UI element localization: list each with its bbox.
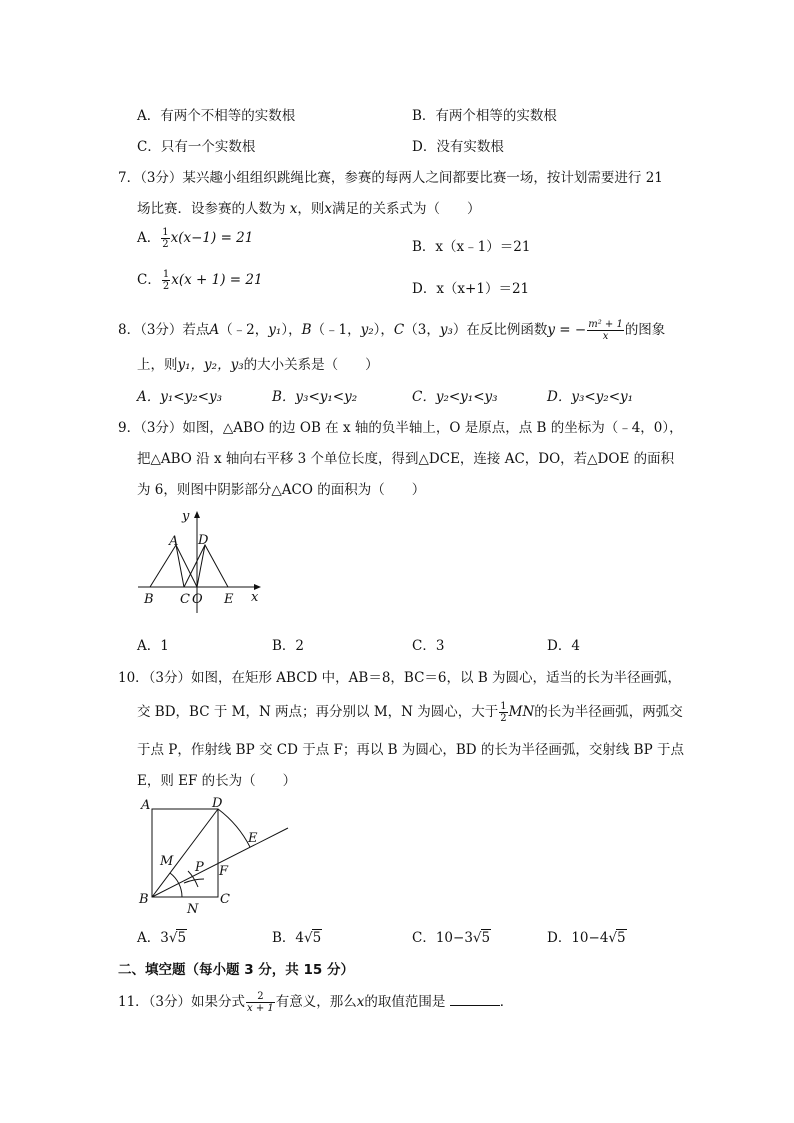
q8-text: 8．（3分）若点	[118, 322, 210, 338]
fraction-half	[161, 227, 169, 250]
sqrt-symbol: √	[472, 930, 482, 946]
q8-option-d: D．y₃<y₂<y₁	[547, 389, 634, 405]
frac-den: x + 1	[247, 1003, 274, 1014]
sqrt-symbol: √	[608, 930, 618, 946]
q8-stem-line1	[118, 318, 665, 342]
frac-den: 2	[162, 281, 170, 292]
label-e: E	[248, 831, 258, 846]
q7-option-b: B．x（x﹣1）＝21	[412, 239, 531, 255]
option-label: C．10−3	[412, 930, 473, 946]
q9-figure	[130, 505, 270, 620]
var-y1: y₁	[268, 322, 282, 338]
q10-figure	[132, 795, 297, 915]
label-e: E	[224, 592, 234, 607]
q10-mn: MN	[508, 704, 535, 720]
q10-stem-line2	[137, 700, 683, 724]
q8-text: ），	[281, 322, 302, 338]
q9-stem-line3: 为 6，则图中阴影部分△ACO 的面积为（ ）	[137, 482, 426, 498]
q8-option-c: C．y₂<y₁<y₃	[412, 389, 498, 405]
sqrt-symbol: √	[304, 930, 313, 946]
q10-text: 的长为半径画弧，两弧交	[534, 704, 683, 720]
label-b: B	[144, 592, 154, 607]
q8-text: （﹣1，	[311, 322, 361, 338]
q7-var: x	[289, 201, 298, 217]
q10-stem-line4: E，则 EF 的长为（ ）	[137, 773, 297, 789]
q9-option-d: D．4	[547, 638, 580, 654]
radicand: 5	[177, 930, 187, 946]
frac-den: 2	[500, 713, 507, 724]
radicand: 5	[617, 930, 626, 946]
q8-text: （﹣2，	[219, 322, 269, 338]
option-label: D．10−4	[547, 930, 609, 946]
var-list: y₁，y₂，y₃	[177, 357, 244, 373]
sqrt-symbol: √	[168, 930, 178, 946]
q7-option-a	[137, 226, 253, 250]
arc-de	[218, 809, 250, 847]
frac-num: 2	[246, 991, 275, 1003]
q11-end: ．	[499, 994, 514, 1010]
segment-ac	[176, 545, 184, 587]
q7-text: 满足的关系式为（ ）	[332, 201, 481, 217]
point-label: A	[209, 322, 220, 338]
point-label: B	[301, 322, 312, 338]
q7-option-d: D．x（x+1）＝21	[412, 281, 530, 297]
q8-text: 的图象	[624, 322, 666, 338]
fraction-half	[499, 701, 507, 724]
label-a: A	[169, 534, 179, 549]
q11-text: 的取值范围是	[364, 994, 446, 1010]
q6-option-c: C．只有一个实数根	[137, 139, 256, 155]
section-title: 二、填空题（每小题 3 分，共 15 分）	[118, 962, 354, 978]
option-label: B．4	[272, 930, 305, 946]
answer-blank[interactable]	[450, 995, 500, 1006]
expression: x(x−1) = 21	[170, 230, 254, 246]
q9-option-b: B．2	[272, 638, 305, 654]
radicand: 5	[481, 930, 491, 946]
diagonal-bd	[152, 809, 218, 897]
q11-var: x	[356, 994, 365, 1010]
function-lhs: y = −	[547, 322, 587, 338]
frac-den: 2	[162, 239, 169, 250]
q9-option-a: A．1	[137, 638, 169, 654]
q7-var: x	[324, 201, 333, 217]
fraction-half	[162, 269, 170, 292]
q8-stem-line2	[137, 353, 379, 373]
q8-option-a: A．y₁<y₂<y₃	[137, 389, 222, 405]
label-m: M	[160, 854, 174, 869]
q8-text: 上，则	[137, 357, 178, 373]
q9-option-c: C．3	[412, 638, 445, 654]
q11-stem	[118, 990, 513, 1014]
label-d: D	[212, 796, 223, 811]
q7-stem-line1: 7．（3分）某兴趣小组组织跳绳比赛，参赛的每两人之间都要比赛一场，按计划需要进行 21	[118, 170, 663, 186]
q10-stem-line1: 10．（3分）如图，在矩形 ABCD 中，AB＝8，BC＝6，以 B 为圆心，适当的长为半径画弧，	[118, 670, 682, 686]
q11-text: 有意义，那么	[275, 994, 357, 1010]
point-label: C	[393, 322, 405, 338]
q7-stem-line2	[137, 197, 481, 217]
label-o: O	[192, 592, 203, 607]
function-fraction	[587, 319, 624, 342]
label-a: A	[141, 798, 151, 813]
var-y3: y₃	[439, 322, 453, 338]
q9-stem-line2: 把△ABO 沿 x 轴向右平移 3 个单位长度，得到△DCE，连接 AC，DO，若△DOE 的面积	[137, 451, 675, 467]
q7-text: ，则	[297, 201, 325, 217]
label-c: C	[180, 592, 190, 607]
y-axis-arrow	[194, 511, 200, 518]
triangle-dce	[184, 545, 228, 587]
q6-option-d: D．没有实数根	[412, 139, 504, 155]
label-b: B	[139, 892, 149, 907]
radicand: 5	[312, 930, 322, 946]
frac-num: 1	[162, 269, 170, 280]
option-label: C．	[137, 272, 161, 288]
frac-den: x	[602, 331, 609, 342]
label-c: C	[220, 892, 230, 907]
frac-num: 1	[500, 701, 507, 712]
option-label: A．3	[137, 930, 169, 946]
q10-option-b	[272, 926, 322, 946]
q11-text: 11．（3分）如果分式	[118, 994, 246, 1010]
q8-text: ）在反比例函数	[452, 322, 548, 338]
label-y: y	[182, 509, 190, 524]
var-y2: y₂	[360, 322, 374, 338]
q8-text: 的大小关系是（ ）	[243, 357, 379, 373]
label-n: N	[187, 902, 199, 915]
fraction	[246, 991, 275, 1014]
option-label: A．	[137, 230, 161, 246]
frac-num: m² + 1	[588, 319, 623, 330]
label-d: D	[198, 533, 209, 548]
q6-option-b: B．有两个相等的实数根	[412, 108, 557, 124]
label-x: x	[251, 590, 259, 605]
q10-option-a	[137, 926, 187, 946]
q7-option-c	[137, 268, 263, 292]
q10-option-d	[547, 926, 627, 946]
q10-option-c	[412, 926, 491, 946]
q7-text: 场比赛．设参赛的人数为	[137, 201, 290, 217]
q9-stem-line1: 9．（3分）如图，△ABO 的边 OB 在 x 轴的负半轴上，O 是原点，点 B 的坐标为（﹣4，0），	[118, 420, 683, 436]
triangle-abo	[150, 545, 197, 587]
q10-stem-line3: 于点 P，作射线 BP 交 CD 于点 F；再以 B 为圆心，BD 的长为半径画弧，交射线 BP 于点	[137, 742, 684, 758]
segment-do	[197, 545, 205, 587]
q10-text: 交 BD，BC 于 M，N 两点；再分别以 M，N 为圆心，大于	[137, 704, 499, 720]
frac-num: 1	[162, 227, 169, 238]
label-f: F	[219, 864, 229, 879]
expression: x(x + 1) = 21	[171, 272, 263, 288]
q8-text: ），	[373, 322, 394, 338]
q6-option-a: A．有两个不相等的实数根	[137, 108, 296, 124]
q8-option-b: B．y₃<y₁<y₂	[272, 389, 358, 405]
q8-text: （3，	[404, 322, 440, 338]
label-p: P	[195, 860, 204, 875]
